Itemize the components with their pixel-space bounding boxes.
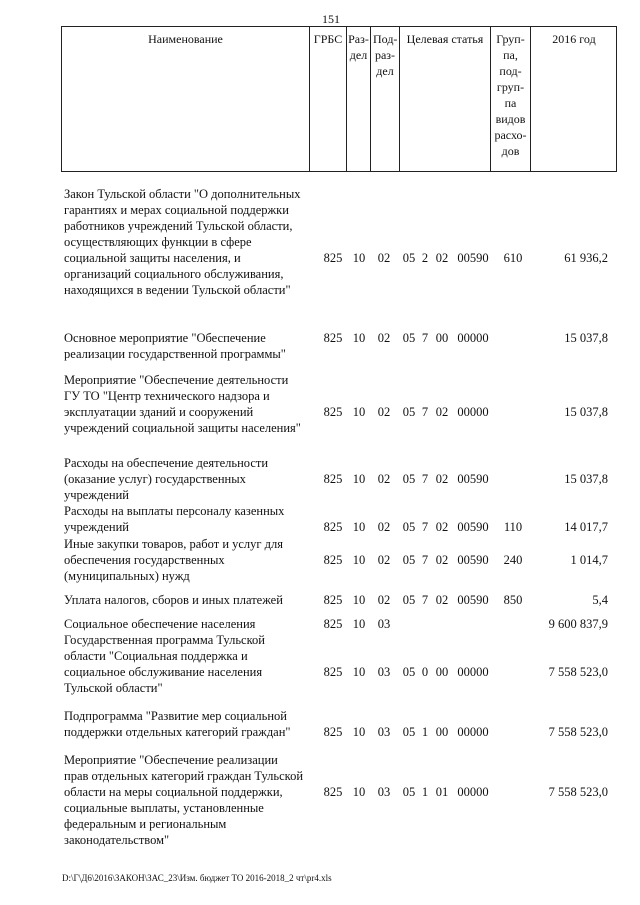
row-t3: 02	[435, 553, 449, 567]
row-t3: 02	[435, 251, 449, 265]
row-t3: 02	[435, 405, 449, 419]
row-pr: 02	[377, 331, 391, 345]
row-sum: 15 037,8	[564, 472, 608, 486]
row-t2: 7	[421, 405, 429, 419]
row-rz: 10	[352, 725, 366, 739]
row-grbs: 825	[323, 725, 343, 739]
row-t2: 0	[421, 665, 429, 679]
row-t3: 02	[435, 472, 449, 486]
row-t3: 00	[435, 331, 449, 345]
row-sum: 61 936,2	[564, 251, 608, 265]
row-rz: 10	[352, 251, 366, 265]
row-t3: 00	[435, 725, 449, 739]
row-t2: 1	[421, 725, 429, 739]
row-pr: 03	[377, 617, 391, 631]
row-sum: 15 037,8	[564, 405, 608, 419]
row-pr: 02	[377, 472, 391, 486]
row-rz: 10	[352, 520, 366, 534]
row-sum: 7 558 523,0	[548, 725, 608, 739]
header-group: Груп- па, под- груп- па видов расхо- дов	[491, 27, 531, 171]
row-pr: 02	[377, 553, 391, 567]
row-pr: 02	[377, 405, 391, 419]
row-t2: 7	[421, 593, 429, 607]
row-grbs: 825	[323, 593, 343, 607]
row-pr: 03	[377, 725, 391, 739]
table-row	[61, 330, 617, 362]
row-t1: 05	[402, 331, 416, 345]
row-sum: 7 558 523,0	[548, 785, 608, 799]
page-number: 151	[322, 12, 340, 26]
row-grbs: 825	[323, 665, 343, 679]
row-t2: 2	[421, 251, 429, 265]
row-pr: 03	[377, 785, 391, 799]
row-name: Мероприятие "Обеспечение реализации прав отдельных категорий граждан Тульской области на меры социальной поддержки, социальные выплаты, установленные федеральным и региональным законодательством"	[64, 753, 304, 847]
row-name: Расходы на выплаты персоналу казенных учреждений	[64, 504, 285, 534]
row-t1: 05	[402, 593, 416, 607]
row-t2: 7	[421, 472, 429, 486]
row-rz: 10	[352, 472, 366, 486]
row-t4: 00000	[457, 785, 489, 799]
row-t1: 05	[402, 553, 416, 567]
row-pr: 02	[377, 251, 391, 265]
row-t2: 7	[421, 553, 429, 567]
table-row	[61, 752, 617, 848]
row-grbs: 825	[323, 785, 343, 799]
row-grbs: 825	[323, 553, 343, 567]
row-t3: 02	[435, 593, 449, 607]
row-rz: 10	[352, 593, 366, 607]
row-t1: 05	[402, 405, 416, 419]
row-t1: 05	[402, 725, 416, 739]
row-name: Мероприятие "Обеспечение деятельности ГУ ТО "Центр технического надзора и эксплуатации зданий и сооружений учреждений социальной защиты населения"	[64, 373, 301, 435]
table-row	[61, 455, 617, 503]
row-t1: 05	[402, 251, 416, 265]
row-grbs: 825	[323, 472, 343, 486]
table-header	[61, 26, 617, 172]
row-sum: 9 600 837,9	[548, 617, 608, 631]
row-pr: 03	[377, 665, 391, 679]
row-t1: 05	[402, 665, 416, 679]
table-row	[61, 372, 617, 452]
row-rz: 10	[352, 405, 366, 419]
row-name: Основное мероприятие "Обеспечение реализации государственной программы"	[64, 331, 286, 361]
row-name: Уплата налогов, сборов и иных платежей	[64, 593, 283, 607]
row-t1: 05	[402, 472, 416, 486]
row-grbs: 825	[323, 405, 343, 419]
table-row	[61, 503, 617, 535]
row-pr: 02	[377, 520, 391, 534]
table-row	[61, 592, 617, 608]
row-sum: 14 017,7	[564, 520, 608, 534]
footer-path: D:\Г\Д6\2016\ЗАКОН\ЗАС_23\Изм. бюджет ТО 2016-2018_2 чт\pr4.xls	[62, 873, 332, 883]
row-t4: 00590	[457, 520, 489, 534]
header-grbs: ГРБС	[310, 27, 347, 171]
row-vr: 110	[503, 520, 523, 534]
header-razdel: Раз- дел	[347, 27, 371, 171]
table-row	[61, 536, 617, 584]
row-vr: 610	[503, 251, 523, 265]
row-t3: 01	[435, 785, 449, 799]
row-sum: 1 014,7	[570, 553, 608, 567]
row-t4: 00590	[457, 472, 489, 486]
row-vr: 240	[503, 553, 523, 567]
table-row	[61, 708, 617, 740]
row-grbs: 825	[323, 520, 343, 534]
table-row	[61, 632, 617, 696]
row-t4: 00000	[457, 665, 489, 679]
header-podrazdel: Под- раз- дел	[371, 27, 400, 171]
row-name: Иные закупки товаров, работ и услуг для обеспечения государственных (муниципальных) нужд	[64, 537, 284, 583]
row-t2: 1	[421, 785, 429, 799]
row-grbs: 825	[323, 251, 343, 265]
header-target: Целевая статья	[400, 27, 491, 171]
row-pr: 02	[377, 593, 391, 607]
row-rz: 10	[352, 785, 366, 799]
row-t1: 05	[402, 785, 416, 799]
row-grbs: 825	[323, 331, 343, 345]
row-t2: 7	[421, 331, 429, 345]
row-sum: 5,4	[592, 593, 608, 607]
row-rz: 10	[352, 617, 366, 631]
row-name: Государственная программа Тульской области "Социальная поддержка и социальное обслуживание населения Тульской области"	[64, 633, 265, 695]
row-sum: 7 558 523,0	[548, 665, 608, 679]
header-name: Наименование	[62, 27, 310, 171]
row-rz: 10	[352, 665, 366, 679]
row-rz: 10	[352, 553, 366, 567]
row-t4: 00000	[457, 725, 489, 739]
row-name: Закон Тульской области "О дополнительных гарантиях и мерах социальной поддержки работников учреждений Тульской области, осуществляющих функции в сфере социальной защиты населения, и организаций социального обслуживания, находящихся в ведении Тульской области"	[64, 187, 301, 297]
row-t3: 02	[435, 520, 449, 534]
table-row	[61, 616, 617, 632]
row-name: Социальное обеспечение населения	[64, 617, 256, 631]
table-row	[61, 186, 617, 314]
row-name: Расходы на обеспечение деятельности (оказание услуг) государственных учреждений	[64, 456, 269, 502]
row-sum: 15 037,8	[564, 331, 608, 345]
row-vr: 850	[503, 593, 523, 607]
header-year: 2016 год	[552, 32, 596, 46]
row-t4: 00590	[457, 593, 489, 607]
row-t4: 00590	[457, 251, 489, 265]
row-t1: 05	[402, 520, 416, 534]
row-grbs: 825	[323, 617, 343, 631]
row-t4: 00000	[457, 331, 489, 345]
row-t2: 7	[421, 520, 429, 534]
row-name: Подпрограмма "Развитие мер социальной поддержки отдельных категорий граждан"	[64, 709, 291, 739]
row-t4: 00590	[457, 553, 489, 567]
row-t3: 00	[435, 665, 449, 679]
row-t4: 00000	[457, 405, 489, 419]
row-rz: 10	[352, 331, 366, 345]
